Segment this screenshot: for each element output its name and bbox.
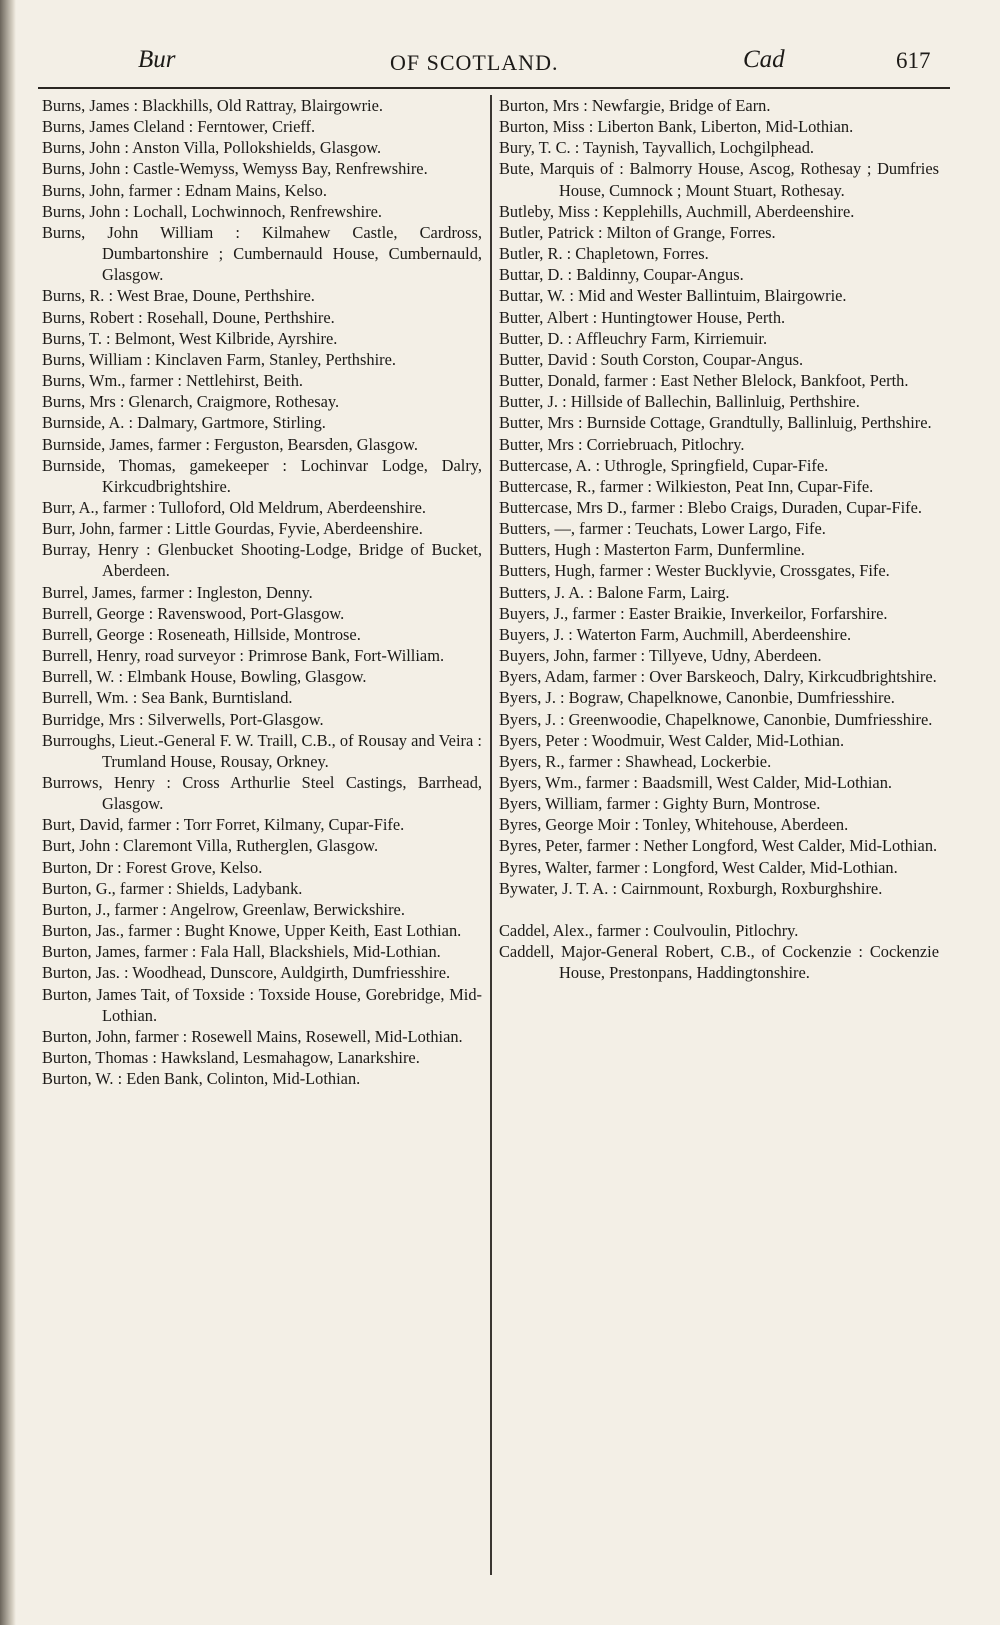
directory-entry: Burrell, Wm. : Sea Bank, Burntisland. <box>42 688 293 708</box>
directory-entry: Bury, T. C. : Taynish, Tayvallich, Lochgilphead. <box>499 138 814 158</box>
directory-entry: Burton, John, farmer : Rosewell Mains, Rosewell, Mid-Lothian. <box>42 1026 463 1046</box>
directory-entry: Butter, Donald, farmer : East Nether Blelock, Bankfoot, Perth. <box>499 371 909 391</box>
directory-entry: Burton, Jas., farmer : Bught Knowe, Upper Keith, East Lothian. <box>42 921 462 941</box>
directory-entry: Burnside, A. : Dalmary, Gartmore, Stirling. <box>42 413 326 433</box>
directory-entry: Butler, Patrick : Milton of Grange, Forres. <box>499 222 776 242</box>
directory-entry: Butters, J. A. : Balone Farm, Lairg. <box>499 582 730 602</box>
directory-entry: Buyers, John, farmer : Tillyeve, Udny, Aberdeen. <box>499 646 822 666</box>
page-number: 617 <box>896 48 931 73</box>
directory-entry: Burns, John William : Kilmahew Castle, Cardross, Dumbartonshire ; Cumbernauld House, Cumbernauld, Glasgow. <box>42 222 482 285</box>
directory-entry: Burrel, James, farmer : Ingleston, Denny. <box>42 582 313 602</box>
directory-entry: Burns, Mrs : Glenarch, Craigmore, Rothesay. <box>42 392 340 412</box>
directory-entry: Burton, Thomas : Hawksland, Lesmahagow, Lanarkshire. <box>42 1048 420 1068</box>
directory-entry: Butter, Albert : Huntingtower House, Perth. <box>499 307 786 327</box>
directory-entry: Buttercase, A. : Uthrogle, Springfield, Cupar-Fife. <box>499 455 829 475</box>
directory-entry: Burton, Mrs : Newfargie, Bridge of Earn. <box>499 96 771 115</box>
directory-entry: Butter, David : South Corston, Coupar-Angus. <box>499 349 804 369</box>
directory-entry: Burt, David, farmer : Torr Forret, Kilmany, Cupar-Fife. <box>42 815 405 835</box>
directory-entry: Burton, James, farmer : Fala Hall, Blackshiels, Mid-Lothian. <box>42 942 441 962</box>
directory-entry: Burr, John, farmer : Little Gourdas, Fyvie, Aberdeenshire. <box>42 519 423 539</box>
directory-entry: Burns, William : Kinclaven Farm, Stanley, Perthshire. <box>42 349 396 369</box>
directory-entry: Butleby, Miss : Kepplehills, Auchmill, Aberdeenshire. <box>499 201 855 221</box>
directory-entry: Buttar, D. : Baldinny, Coupar-Angus. <box>499 265 744 285</box>
directory-entry: Burns, Robert : Rosehall, Doune, Perthshire. <box>42 307 335 327</box>
directory-entry: Burton, G., farmer : Shields, Ladybank. <box>42 878 303 898</box>
directory-entry: Burnside, James, farmer : Ferguston, Bearsden, Glasgow. <box>42 434 418 454</box>
directory-entry: Butter, Mrs : Corriebruach, Pitlochry. <box>499 434 745 454</box>
directory-entry: Bute, Marquis of : Balmorry House, Ascog, Rothesay ; Dumfries House, Cumnock ; Mount Stuart, Rothesay. <box>499 159 939 200</box>
directory-entry: Byers, J. : Bograw, Chapelknowe, Canonbie, Dumfriesshire. <box>499 688 895 708</box>
directory-entry: Byers, Peter : Woodmuir, West Calder, Mid-Lothian. <box>499 730 845 750</box>
header-left-catchword: Bur <box>138 46 176 73</box>
directory-entry: Burridge, Mrs : Silverwells, Port-Glasgow. <box>42 709 324 729</box>
book-binding-edge <box>0 0 16 1625</box>
directory-entry: Byers, William, farmer : Gighty Burn, Montrose. <box>499 794 821 814</box>
directory-entry: Burton, James Tait, of Toxside : Toxside House, Gorebridge, Mid-Lothian. <box>42 984 482 1025</box>
column-divider <box>490 95 492 1575</box>
directory-entry: Burton, Miss : Liberton Bank, Liberton, Mid-Lothian. <box>499 117 854 137</box>
directory-entry: Butters, Hugh : Masterton Farm, Dunfermline. <box>499 540 805 560</box>
directory-entry: Burrell, George : Ravenswood, Port-Glasgow. <box>42 603 345 623</box>
directory-entry: Butter, D. : Affleuchry Farm, Kirriemuir. <box>499 328 768 348</box>
header-title: OF SCOTLAND. <box>390 50 559 75</box>
directory-entry: Burrell, Henry, road surveyor : Primrose Bank, Fort-William. <box>42 646 445 666</box>
directory-entry: Burton, J., farmer : Angelrow, Greenlaw, Berwickshire. <box>42 899 405 919</box>
directory-entry: Butters, —, farmer : Teuchats, Lower Largo, Fife. <box>499 519 826 539</box>
directory-entry: Buttercase, Mrs D., farmer : Blebo Craigs, Duraden, Cupar-Fife. <box>499 497 922 517</box>
directory-entry: Burton, Dr : Forest Grove, Kelso. <box>42 857 263 877</box>
directory-entry: Burns, John : Lochall, Lochwinnoch, Renfrewshire. <box>42 201 383 221</box>
directory-entry: Burns, R. : West Brae, Doune, Perthshire. <box>42 286 315 306</box>
directory-entry: Byers, J. : Greenwoodie, Chapelknowe, Canonbie, Dumfriesshire. <box>499 709 933 729</box>
directory-entry: Byres, Peter, farmer : Nether Longford, West Calder, Mid-Lothian. <box>499 836 938 856</box>
directory-entry: Buyers, J. : Waterton Farm, Auchmill, Aberdeenshire. <box>499 624 852 644</box>
directory-entry: Burns, John : Anston Villa, Pollokshields, Glasgow. <box>42 138 382 158</box>
header-right-catchword: Cad <box>743 46 785 73</box>
directory-page <box>38 40 950 1600</box>
directory-entry: Burton, Jas. : Woodhead, Dunscore, Auldgirth, Dumfriesshire. <box>42 963 451 983</box>
left-column <box>42 95 482 1089</box>
directory-entry: Butter, Mrs : Burnside Cottage, Grandtully, Ballinluig, Perthshire. <box>499 413 932 433</box>
directory-entry: Caddell, Major-General Robert, C.B., of Cockenzie : Cockenzie House, Prestonpans, Haddingtonshire. <box>499 942 939 983</box>
directory-entry: Byres, Walter, farmer : Longford, West Calder, Mid-Lothian. <box>499 857 898 877</box>
directory-entry: Burns, Wm., farmer : Nettlehirst, Beith. <box>42 371 303 391</box>
directory-entry: Buttercase, R., farmer : Wilkieston, Peat Inn, Cupar-Fife. <box>499 476 874 496</box>
directory-entry: Butter, J. : Hillside of Ballechin, Ballinluig, Perthshire. <box>499 392 860 412</box>
directory-entry: Buyers, J., farmer : Easter Braikie, Inverkeilor, Forfarshire. <box>499 603 888 623</box>
directory-entry: Butters, Hugh, farmer : Wester Bucklyvie, Crossgates, Fife. <box>499 561 890 581</box>
directory-entry: Byers, R., farmer : Shawhead, Lockerbie. <box>499 751 772 771</box>
directory-entry: Caddel, Alex., farmer : Coulvoulin, Pitlochry. <box>499 920 799 940</box>
directory-entry: Burns, James : Blackhills, Old Rattray, Blairgowrie. <box>42 96 383 115</box>
directory-entry: Byres, George Moir : Tonley, Whitehouse, Aberdeen. <box>499 815 849 835</box>
directory-entry: Burrell, W. : Elmbank House, Bowling, Glasgow. <box>42 667 367 687</box>
directory-entry: Bywater, J. T. A. : Cairnmount, Roxburgh, Roxburghshire. <box>499 878 883 898</box>
directory-entry: Burray, Henry : Glenbucket Shooting-Lodge, Bridge of Bucket, Aberdeen. <box>42 540 482 581</box>
directory-entry: Byers, Wm., farmer : Baadsmill, West Calder, Mid-Lothian. <box>499 773 892 792</box>
directory-entry: Burns, James Cleland : Ferntower, Crieff. <box>42 117 316 137</box>
header-rule <box>38 87 950 89</box>
directory-entry: Burt, John : Claremont Villa, Rutherglen, Glasgow. <box>42 836 379 856</box>
directory-entry: Burroughs, Lieut.-General F. W. Traill, C.B., of Rousay and Veira : Trumland House, Rousay, Orkney. <box>42 730 482 771</box>
directory-entry: Burr, A., farmer : Tulloford, Old Meldrum, Aberdeenshire. <box>42 497 427 517</box>
directory-entry: Burnside, Thomas, gamekeeper : Lochinvar Lodge, Dalry, Kirkcudbrightshire. <box>42 455 482 496</box>
directory-entry: Burns, T. : Belmont, West Kilbride, Ayrshire. <box>42 328 338 348</box>
directory-entry: Burrows, Henry : Cross Arthurlie Steel Castings, Barrhead, Glasgow. <box>42 773 482 814</box>
directory-entry: Buttar, W. : Mid and Wester Ballintuim, Blairgowrie. <box>499 286 847 306</box>
directory-entry: Byers, Adam, farmer : Over Barskeoch, Dalry, Kirkcudbrightshire. <box>499 667 937 687</box>
directory-entry: Burton, W. : Eden Bank, Colinton, Mid-Lothian. <box>42 1069 361 1089</box>
directory-entry: Burns, John, farmer : Ednam Mains, Kelso. <box>42 180 327 200</box>
right-column <box>499 95 939 983</box>
directory-entry: Burrell, George : Roseneath, Hillside, Montrose. <box>42 624 361 644</box>
running-header <box>38 40 950 88</box>
directory-entry: Butler, R. : Chapletown, Forres. <box>499 244 709 264</box>
directory-entry: Burns, John : Castle-Wemyss, Wemyss Bay, Renfrewshire. <box>42 159 428 179</box>
